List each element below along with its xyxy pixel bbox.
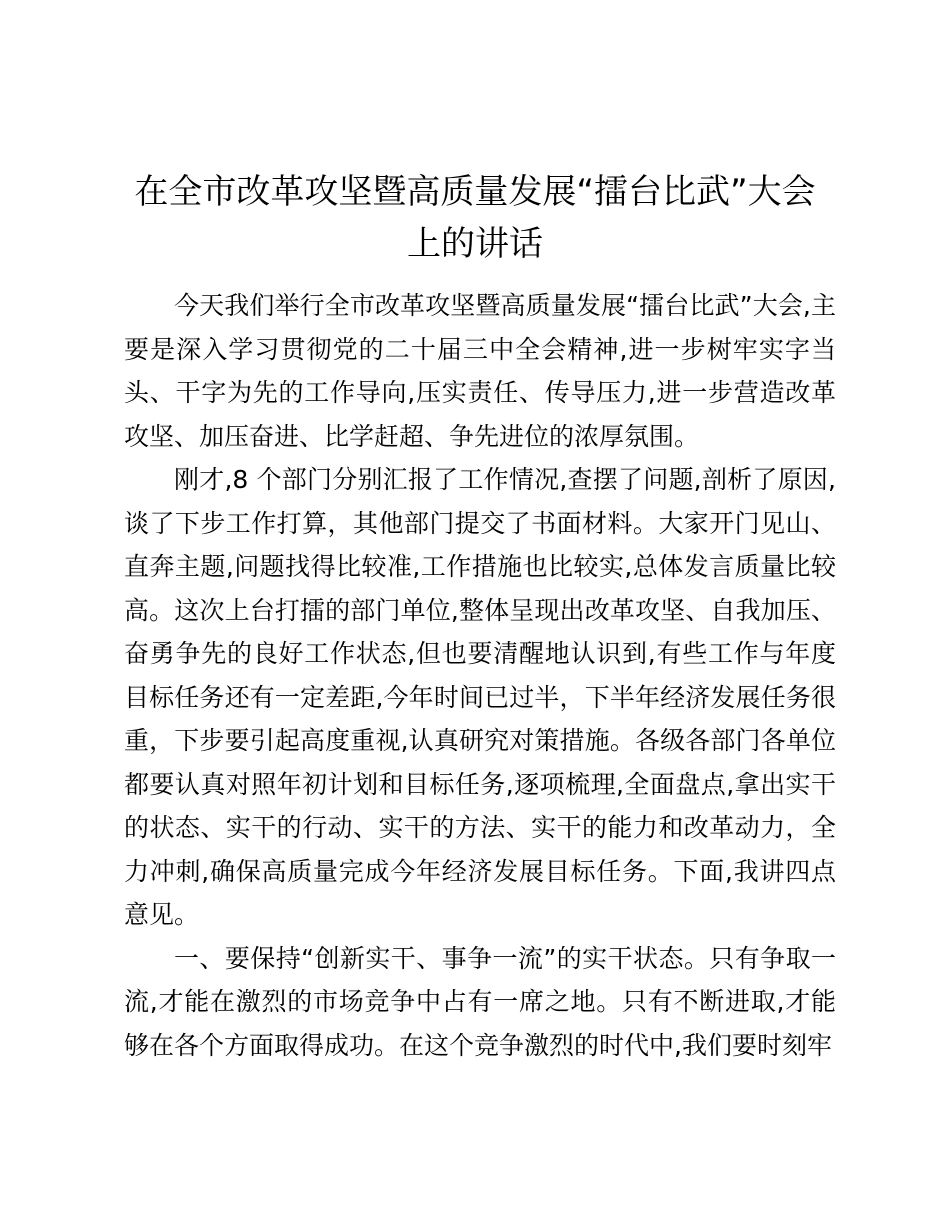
paragraph-summary: 刚才,8 个部门分别汇报了工作情况,查摆了问题,剖析了原因,谈了下步工作打算，其他部门提交了书面材料。大家开门见山、直奔主题,问题找得比较准,工作措施也比较实,总体发言质量比较高。这次上台打擂的部门单位,整体呈现出改革攻坚、自我加压、奋勇争先的良好工作状态,但也要清醒地认识到,有些工作与年度目标任务还有一定差距,今年时间已过半，下半年经济发展任务很重，下步要引起高度重视,认真研究对策措施。各级各部门各单位都要认真对照年初计划和目标任务,逐项梳理,全面盘点,拿出实干的状态、实干的行动、实干的方法、实干的能力和改革动力，全力冲刺,确保高质量完成今年经济发展目标任务。下面,我讲四点意见。	[124, 465, 836, 929]
title-line-1: 在全市改革攻坚暨高质量发展“擂台比武”大会	[134, 172, 816, 212]
title-line-2: 上的讲话	[407, 224, 543, 264]
document-body	[124, 284, 836, 1067]
document-title	[120, 166, 830, 270]
paragraph-intro: 今天我们举行全市改革攻坚暨高质量发展“擂台比武”大会,主要是深入学习贯彻党的二十届三中全会精神,进一步树牢实字当头、干字为先的工作导向,压实责任、传导压力,进一步营造改革攻坚、加压奋进、比学赶超、争先进位的浓厚氛围。	[124, 291, 836, 451]
paragraph-point-one: 一、要保持“创新实干、事争一流”的实干状态。只有争取一流,才能在激烈的市场竞争中占有一席之地。只有不断进取,才能够在各个方面取得成功。在这个竞争激烈的时代中,我们要时刻牢	[124, 943, 836, 1060]
